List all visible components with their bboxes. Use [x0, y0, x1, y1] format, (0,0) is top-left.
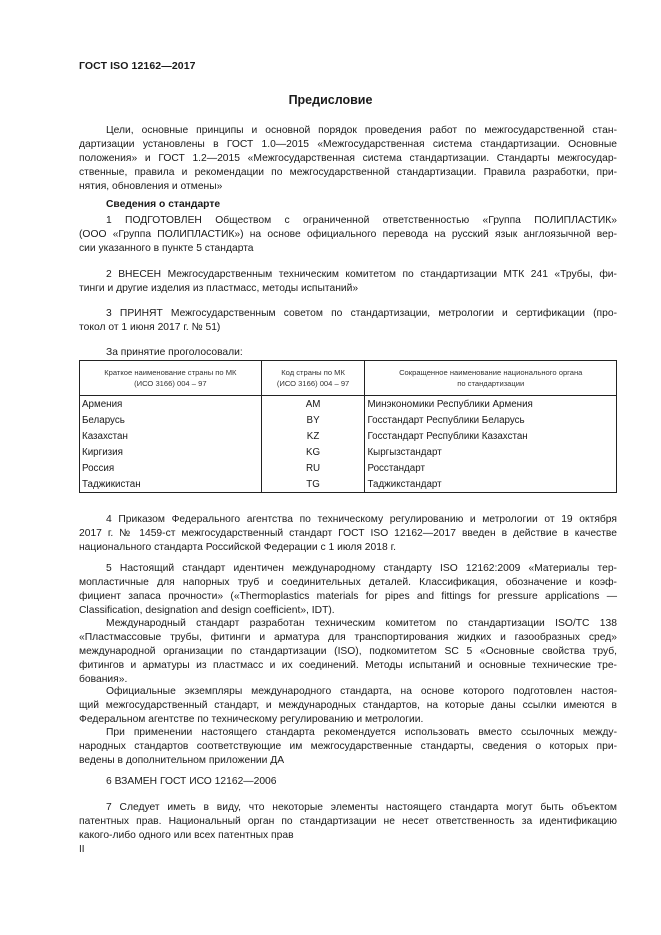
- item-1-paragraph: [79, 214, 617, 256]
- table-row: [80, 428, 617, 444]
- section-heading: Сведения о стандарте: [106, 199, 221, 210]
- country-cell: Армения: [80, 396, 262, 413]
- country-cell: Киргизия: [80, 444, 262, 460]
- item-7-paragraph: [79, 801, 617, 843]
- intro-paragraph: [79, 124, 617, 194]
- document-code-header: ГОСТ ISO 12162—2017: [79, 60, 196, 72]
- text-line: фитингов и арматуры из пластмасс и их соединений. Методы испытаний и основные технические тре-: [79, 660, 617, 671]
- text-line: 4 Приказом Федерального агентства по техническому регулированию и метрологии от 19 октября: [106, 514, 617, 525]
- text-line: сии указанного в пункте 5 стандарта: [79, 243, 254, 254]
- text-line: «Пластмассовые трубы, фитинги и арматура для транспортирования жидких и газообразных сред»: [79, 632, 617, 643]
- body-cell: Таджикстандарт: [365, 476, 617, 493]
- code-cell: BY: [261, 412, 365, 428]
- voting-table: [79, 360, 617, 493]
- text-line: бования».: [79, 674, 128, 685]
- text-line: народных стандартов соответствующие им межгосударственные стандарты, сведения о которых при-: [79, 741, 617, 752]
- text-line: 6 ВЗАМЕН ГОСТ ИСО 12162—2006: [106, 776, 277, 787]
- text-line: 2017 г. № 1459-ст межгосударственный стандарт ГОСТ ISO 12162—2017 введен в действие в качестве: [79, 528, 617, 539]
- table-row: [80, 476, 617, 493]
- text-line: щий межгосударственный стандарт, и международных стандартов, на которые даны ссылки имеются в: [79, 700, 617, 711]
- code-cell: RU: [261, 460, 365, 476]
- text-line: какого-либо одного или всех патентных прав: [79, 830, 294, 841]
- item-5-application-paragraph: [79, 726, 617, 768]
- text-line: фициент запаса прочности» («Thermoplastics materials for pipes and fittings for pressure applications —: [79, 591, 617, 602]
- item-2-paragraph: [79, 268, 617, 296]
- text-line: дартизации установлены в ГОСТ 1.0—2015 «Межгосударственная система стандартизации. Основные: [79, 139, 617, 150]
- country-cell: Беларусь: [80, 412, 262, 428]
- column-header-code: Код страны по МК (ИСО 3166) 004 – 97: [261, 361, 365, 396]
- text-line: международной организации по стандартизации (ISO), подкомитетом SC 5 «Основные свойства труб,: [79, 646, 617, 657]
- text-line: национального стандарта Российской Федерации с 1 июля 2018 г.: [79, 542, 396, 553]
- text-line: 2 ВНЕСЕН Межгосударственным техническим комитетом по стандартизации МТК 241 «Трубы, фи-: [106, 269, 617, 280]
- text-line: Classification, designation and design coefficient», IDT).: [79, 605, 335, 616]
- code-cell: TG: [261, 476, 365, 493]
- code-cell: KG: [261, 444, 365, 460]
- page-number: II: [79, 844, 85, 855]
- country-cell: Таджикистан: [80, 476, 262, 493]
- item-3-paragraph: [79, 307, 617, 335]
- body-cell: Госстандарт Республики Казахстан: [365, 428, 617, 444]
- body-cell: Госстандарт Республики Беларусь: [365, 412, 617, 428]
- text-line: 1 ПОДГОТОВЛЕН Обществом с ограниченной ответственностью «Группа ПОЛИПЛАСТИК»: [106, 215, 617, 226]
- body-cell: Росстандарт: [365, 460, 617, 476]
- country-cell: Россия: [80, 460, 262, 476]
- text-line: (ООО «Группа ПОЛИПЛАСТИК») на основе официального перевода на русский язык англоязычной вер-: [79, 229, 617, 240]
- code-cell: KZ: [261, 428, 365, 444]
- table-row: [80, 460, 617, 476]
- table-row: [80, 396, 617, 413]
- table-header-row: [80, 361, 617, 396]
- text-line: ведены в дополнительном приложении ДА: [79, 755, 285, 766]
- text-line: тинги и другие изделия из пластмасс, методы испытаний»: [79, 283, 359, 294]
- item-6-paragraph: [79, 775, 617, 789]
- voted-label: За принятие проголосовали:: [106, 347, 243, 358]
- item-4-paragraph: [79, 513, 617, 555]
- table-row: [80, 444, 617, 460]
- item-5-official-copies-paragraph: [79, 685, 617, 727]
- country-cell: Казахстан: [80, 428, 262, 444]
- item-5-paragraph: [79, 562, 617, 618]
- text-line: При применении настоящего стандарта рекомендуется использовать вместо ссылочных между-: [106, 727, 617, 738]
- text-line: мопластичные для напорных труб и соединительных деталей. Классификация, обозначение и коэф-: [79, 577, 617, 588]
- text-line: токол от 1 июня 2017 г. № 51): [79, 322, 221, 333]
- text-line: 5 Настоящий стандарт идентичен международному стандарту ISO 12162:2009 «Материалы тер-: [106, 563, 617, 574]
- page-title: Предисловие: [288, 93, 373, 107]
- code-cell: AM: [261, 396, 365, 413]
- column-header-body: Сокращенное наименование национального органа по стандартизации: [365, 361, 617, 396]
- text-line: патентных прав. Национальный орган по стандартизации не несет ответственность за идентификацию: [79, 816, 617, 827]
- item-5-international-paragraph: [79, 617, 617, 687]
- column-header-country: Краткое наименование страны по МК (ИСО 3166) 004 – 97: [80, 361, 262, 396]
- text-line: Официальные экземпляры международного стандарта, на основе которого подготовлен настоя-: [106, 686, 617, 697]
- table-row: [80, 412, 617, 428]
- body-cell: Кыргызстандарт: [365, 444, 617, 460]
- body-cell: Минэкономики Республики Армения: [365, 396, 617, 413]
- text-line: нятия, обновления и отмены»: [79, 181, 223, 192]
- text-line: положения» и ГОСТ 1.2—2015 «Межгосударственная система стандартизации. Стандарты межгосудар-: [79, 153, 617, 164]
- text-line: Международный стандарт разработан техническим комитетом по стандартизации ISO/TC 138: [106, 618, 617, 629]
- text-line: Федеральном агентстве по техническому регулированию и метрологии.: [79, 714, 424, 725]
- text-line: ственные, правила и рекомендации по межгосударственной стандартизации. Правила разработки, при-: [79, 167, 617, 178]
- text-line: 7 Следует иметь в виду, что некоторые элементы настоящего стандарта могут быть объектом: [106, 802, 617, 813]
- text-line: 3 ПРИНЯТ Межгосударственным советом по стандартизации, метрологии и сертификации (про-: [106, 308, 617, 319]
- text-line: Цели, основные принципы и основной порядок проведения работ по межгосударственной стан-: [106, 125, 617, 136]
